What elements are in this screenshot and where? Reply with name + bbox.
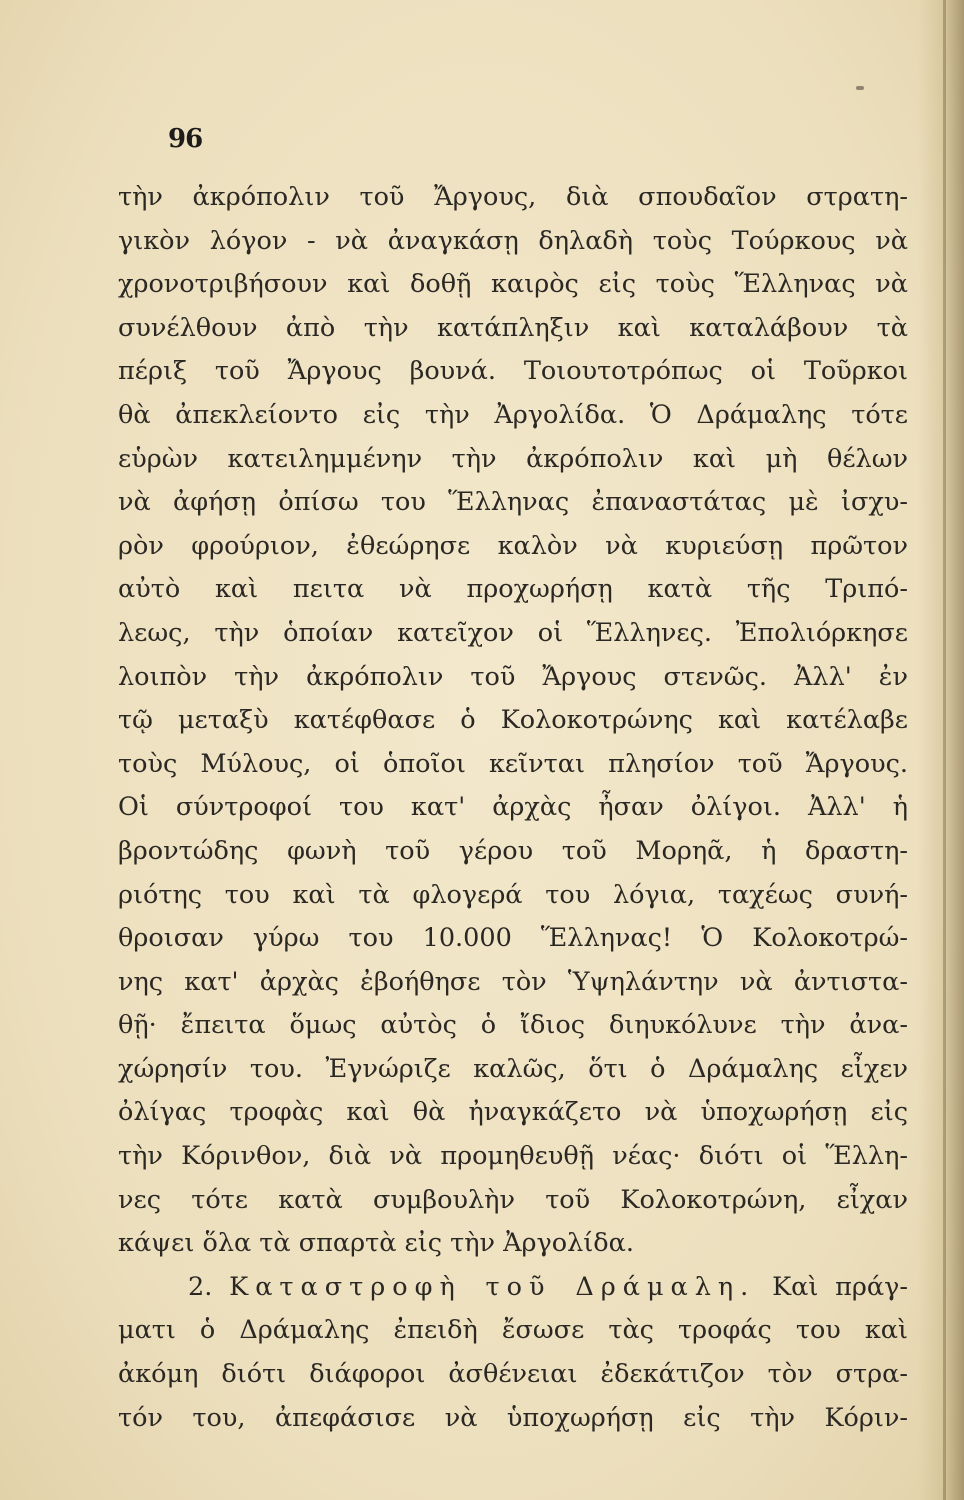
page-number: 96 <box>168 124 203 154</box>
text-line: χρονοτριβήσουν καὶ δοθῇ καιρὸς εἰς τοὺς Ἕλληνας νὰ <box>118 269 908 300</box>
page-edge-shadow <box>918 0 964 1500</box>
section-heading-line <box>118 1266 908 1310</box>
text-line: βροντώδης φωνὴ τοῦ γέρου τοῦ Μορηᾶ, ἡ δραστη- <box>118 835 908 866</box>
text-line: αὐτὸ καὶ πειτα νὰ προχωρήσῃ κατὰ τῆς Τριπό- <box>118 574 908 605</box>
text-line: κάψει ὅλα τὰ σπαρτὰ εἰς τὴν Ἀργολίδα. <box>118 1228 634 1259</box>
text-line: ματι ὁ Δράμαλης ἐπειδὴ ἔσωσε τὰς τροφάς του καὶ <box>118 1315 908 1346</box>
text-line: τῷ μεταξὺ κατέφθασε ὁ Κολοκοτρώνης καὶ κατέλαβε <box>118 705 908 736</box>
text-line: νες τότε κατὰ συμβουλὴν τοῦ Κολοκοτρώνη, εἶχαν <box>118 1184 908 1215</box>
body-text <box>118 176 908 1440</box>
text-line: ἀκόμη διότι διάφοροι ἀσθένειαι ἐδεκάτιζον τὸν στρα- <box>118 1359 908 1390</box>
text-line: πέριξ τοῦ Ἄργους βουνά. Τοιουτοτρόπως οἱ Τοῦρκοι <box>118 356 908 387</box>
text-line: Οἱ σύντροφοί του κατ' ἀρχὰς ἦσαν ὀλίγοι. Ἀλλ' ἡ <box>118 792 908 823</box>
text-line: εὑρὼν κατειλημμένην τὴν ἀκρόπολιν καὶ μὴ θέλων <box>118 443 908 474</box>
text-line: λοιπὸν τὴν ἀκρόπολιν τοῦ Ἄργους στενῶς. Ἀλλ' ἐν <box>118 661 908 692</box>
text-line: θῇ· ἔπειτα ὅμως αὐτὸς ὁ ἴδιος διηυκόλυνε τὴν ἀνα- <box>118 1010 908 1041</box>
text-line: ριότης του καὶ τὰ φλογερά του λόγια, ταχέως συνή- <box>118 879 908 910</box>
section-number: 2. <box>188 1271 213 1302</box>
text-line: χώρησίν του. Ἐγνώριζε καλῶς, ὅτι ὁ Δράμαλης εἶχεν <box>118 1053 908 1084</box>
text-line: τόν του, ἀπεφάσισε νὰ ὑποχωρήσῃ εἰς τὴν Κόριν- <box>118 1402 908 1433</box>
text-line: θροισαν γύρω του 10.000 Ἕλληνας! Ὁ Κολοκοτρώ- <box>118 923 908 954</box>
text-line: θὰ ἀπεκλείοντο εἰς τὴν Ἀργολίδα. Ὁ Δράμαλης τότε <box>118 399 908 430</box>
text-line: τὴν ἀκρόπολιν τοῦ Ἄργους, διὰ σπουδαῖον στρατη- <box>118 182 908 212</box>
text-line: ὀλίγας τροφὰς καὶ θὰ ἠναγκάζετο νὰ ὑποχωρήσῃ εἰς <box>118 1097 908 1128</box>
text-line: συνέλθουν ἀπὸ τὴν κατάπληξιν καὶ καταλάβουν τὰ <box>118 312 908 343</box>
text-line: λεως, τὴν ὁποίαν κατεῖχον οἱ Ἕλληνες. Ἐπολιόρκησε <box>118 617 908 648</box>
section-first-line-text: Καὶ πράγ- <box>772 1271 908 1302</box>
text-line: νης κατ' ἀρχὰς ἐβοήθησε τὸν Ὑψηλάντην νὰ ἀντιστα- <box>118 966 908 997</box>
text-line: τοὺς Μύλους, οἱ ὁποῖοι κεῖνται πλησίον τοῦ Ἄργους. <box>118 748 908 779</box>
section-heading: Καταστροφὴ τοῦ Δράμαλη. <box>229 1271 756 1302</box>
text-line: νὰ ἀφήσῃ ὀπίσω του Ἕλληνας ἐπαναστάτας μὲ ἰσχυ- <box>118 487 908 518</box>
text-line: τὴν Κόρινθον, διὰ νὰ προμηθευθῇ νέας· διότι οἱ Ἕλλη- <box>118 1141 908 1172</box>
text-line: γικὸν λόγον - νὰ ἀναγκάσῃ δηλαδὴ τοὺς Τούρκους νὰ <box>118 225 908 256</box>
text-line: ρὸν φρούριον, ἐθεώρησε καλὸν νὰ κυριεύσῃ πρῶτον <box>118 530 908 561</box>
page-edge-line <box>943 0 946 1500</box>
ink-speck <box>856 86 864 90</box>
